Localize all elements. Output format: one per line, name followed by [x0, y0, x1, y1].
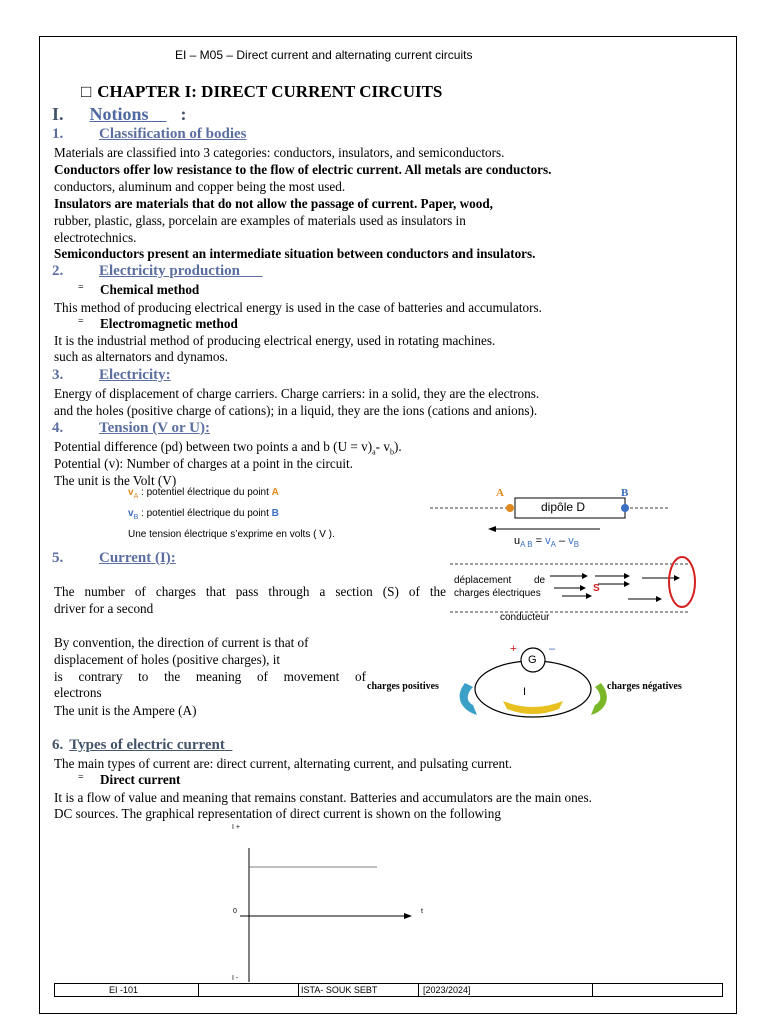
s5-p1-line-2: driver for a second [54, 601, 154, 616]
s5-p2-line-1: By convention, the direction of current is that of [54, 635, 309, 650]
s5-p2-line-5: The unit is the Ampere (A) [54, 703, 197, 718]
heading-electricity: 3. Electricity: [52, 367, 171, 383]
graph-label-iminus: I - [232, 975, 239, 982]
s4-line-2: Potential (v): Number of charges at a point in the circuit. [54, 456, 353, 471]
tension-equation: $u_{A B} = v_A - v_B$ [514, 535, 580, 550]
s2-text-1: This method of producing electrical energy is used in the case of batteries and accumulators. [54, 300, 542, 315]
volt-unit-note: Une tension électrique s’exprime en volts ( V ). [128, 529, 335, 540]
s1-line-1: Materials are classified into 3 categories: conductors, insulators, and semiconductors. [54, 145, 505, 160]
s5-p2-line-4: electrons [54, 685, 102, 700]
heading-types-of-current: 6. Types of electric current [52, 737, 225, 753]
graph-x-arrowhead [404, 913, 412, 919]
graph-label-iplus: I + [232, 824, 240, 831]
s1-line-3: conductors, aluminum and copper being the most used. [54, 179, 346, 194]
footer-cell-blank-2 [593, 984, 724, 996]
s1-line-2: Conductors offer low resistance to the flow of electric current. All metals are conductors. [54, 162, 552, 177]
footer-cell-year: [2023/2024] [419, 984, 593, 996]
s5-p2-line-3: is contrary to the meaning of movement of [54, 669, 366, 684]
potential-a-legend: $v_A$ : potentiel électrique du point A [128, 487, 279, 500]
s2-text-2b: such as alternators and dynamos. [54, 349, 228, 364]
footer-cell-school: ISTA- SOUK SEBT [299, 984, 419, 996]
potential-b-legend: $v_B$ : potentiel électrique du point B [128, 508, 279, 521]
s3-line-1: Energy of displacement of charge carriers. Charge carriers: in a solid, they are the electrons. [54, 386, 540, 401]
point-b-dot [621, 504, 629, 512]
bullet-chemical-method: = Chemical method [78, 282, 200, 297]
footer-cell-code: EI -101 [55, 984, 199, 996]
fig-positive-charges: charges positives [367, 681, 439, 692]
fig-displacement-1: déplacement [454, 575, 512, 586]
bullet-icon: = [78, 316, 84, 327]
heading-electricity-production: 2. Electricity production [52, 263, 240, 279]
bullet-electromagnetic-method: = Electromagnetic method [78, 316, 238, 331]
s2-text-2a: It is the industrial method of producing electrical energy, used in rotating machines. [54, 333, 496, 348]
fig-de: de [534, 575, 546, 586]
s1-line-7: Semiconductors present an intermediate situation between conductors and insulators. [54, 246, 536, 261]
section-s-ellipse [669, 557, 695, 607]
chapter-box-icon: □ [81, 82, 92, 101]
chapter-title: □ CHAPTER I: DIRECT CURRENT CIRCUITS [81, 82, 443, 101]
bullet-direct-current: = Direct current [78, 772, 181, 787]
s5-p1-line-1: The number of charges that pass through a section (S) of the [54, 584, 446, 599]
dc-graph [220, 826, 420, 986]
tension-arrowhead [488, 526, 496, 532]
footer-cell-blank-1 [199, 984, 299, 996]
fig-plus-sign: + [510, 641, 517, 655]
positive-charge-arrow [460, 683, 477, 715]
fig-conductor: conducteur [500, 612, 550, 623]
dipole-label: dipôle D [541, 500, 586, 514]
s5-p2-line-2: displacement of holes (positive charges), it [54, 652, 281, 667]
negative-charge-arrow [591, 683, 607, 715]
fig-generator-label: G [528, 654, 537, 666]
s6-line-3: DC sources. The graphical representation of direct current is shown on the following [54, 806, 501, 821]
heading-tension: 4. Tension (V or U): [52, 420, 210, 436]
s1-line-6: electrotechnics. [54, 230, 137, 245]
graph-label-t: t [421, 908, 423, 915]
fig-minus-sign: – [549, 641, 555, 655]
s4-line-3: The unit is the Volt (V) [54, 473, 177, 488]
bullet-icon: = [78, 282, 84, 293]
page-header: EI – M05 – Direct current and alternating current circuits [175, 48, 473, 62]
footer-table [54, 983, 723, 997]
fig-section-s: S [593, 583, 600, 594]
section-notions-heading: I. Notions : [52, 104, 187, 124]
point-a-dot [506, 504, 514, 512]
graph-label-zero: 0 [233, 908, 237, 915]
s3-line-2: and the holes (positive charge of cations); in a liquid, they are the ions (cations and anions). [54, 403, 538, 418]
heading-current: 5. Current (I): [52, 550, 176, 566]
fig-negative-charges: charges négatives [607, 681, 682, 692]
current-arrow [503, 701, 563, 714]
s4-line-1: Potential difference (pd) between two points a and b $(U = v)_a-$ $v_b$). [54, 439, 402, 457]
fig-displacement-2: charges électriques [454, 588, 541, 599]
s1-line-5: rubber, plastic, glass, porcelain are examples of materials used as insulators in [54, 213, 466, 228]
dipole-label-b: B [621, 487, 629, 499]
bullet-icon: = [78, 772, 84, 783]
s6-line-1: The main types of current are: direct current, alternating current, and pulsating current. [54, 756, 513, 771]
heading-classification: 1. Classification of bodies [52, 126, 247, 142]
s6-line-2: It is a flow of value and meaning that remains constant. Batteries and accumulators are the main ones. [54, 790, 592, 805]
dipole-label-a: A [496, 487, 504, 499]
s1-line-4: Insulators are materials that do not allow the passage of current. Paper, wood, [54, 196, 493, 211]
fig-current-label: I [523, 686, 527, 698]
